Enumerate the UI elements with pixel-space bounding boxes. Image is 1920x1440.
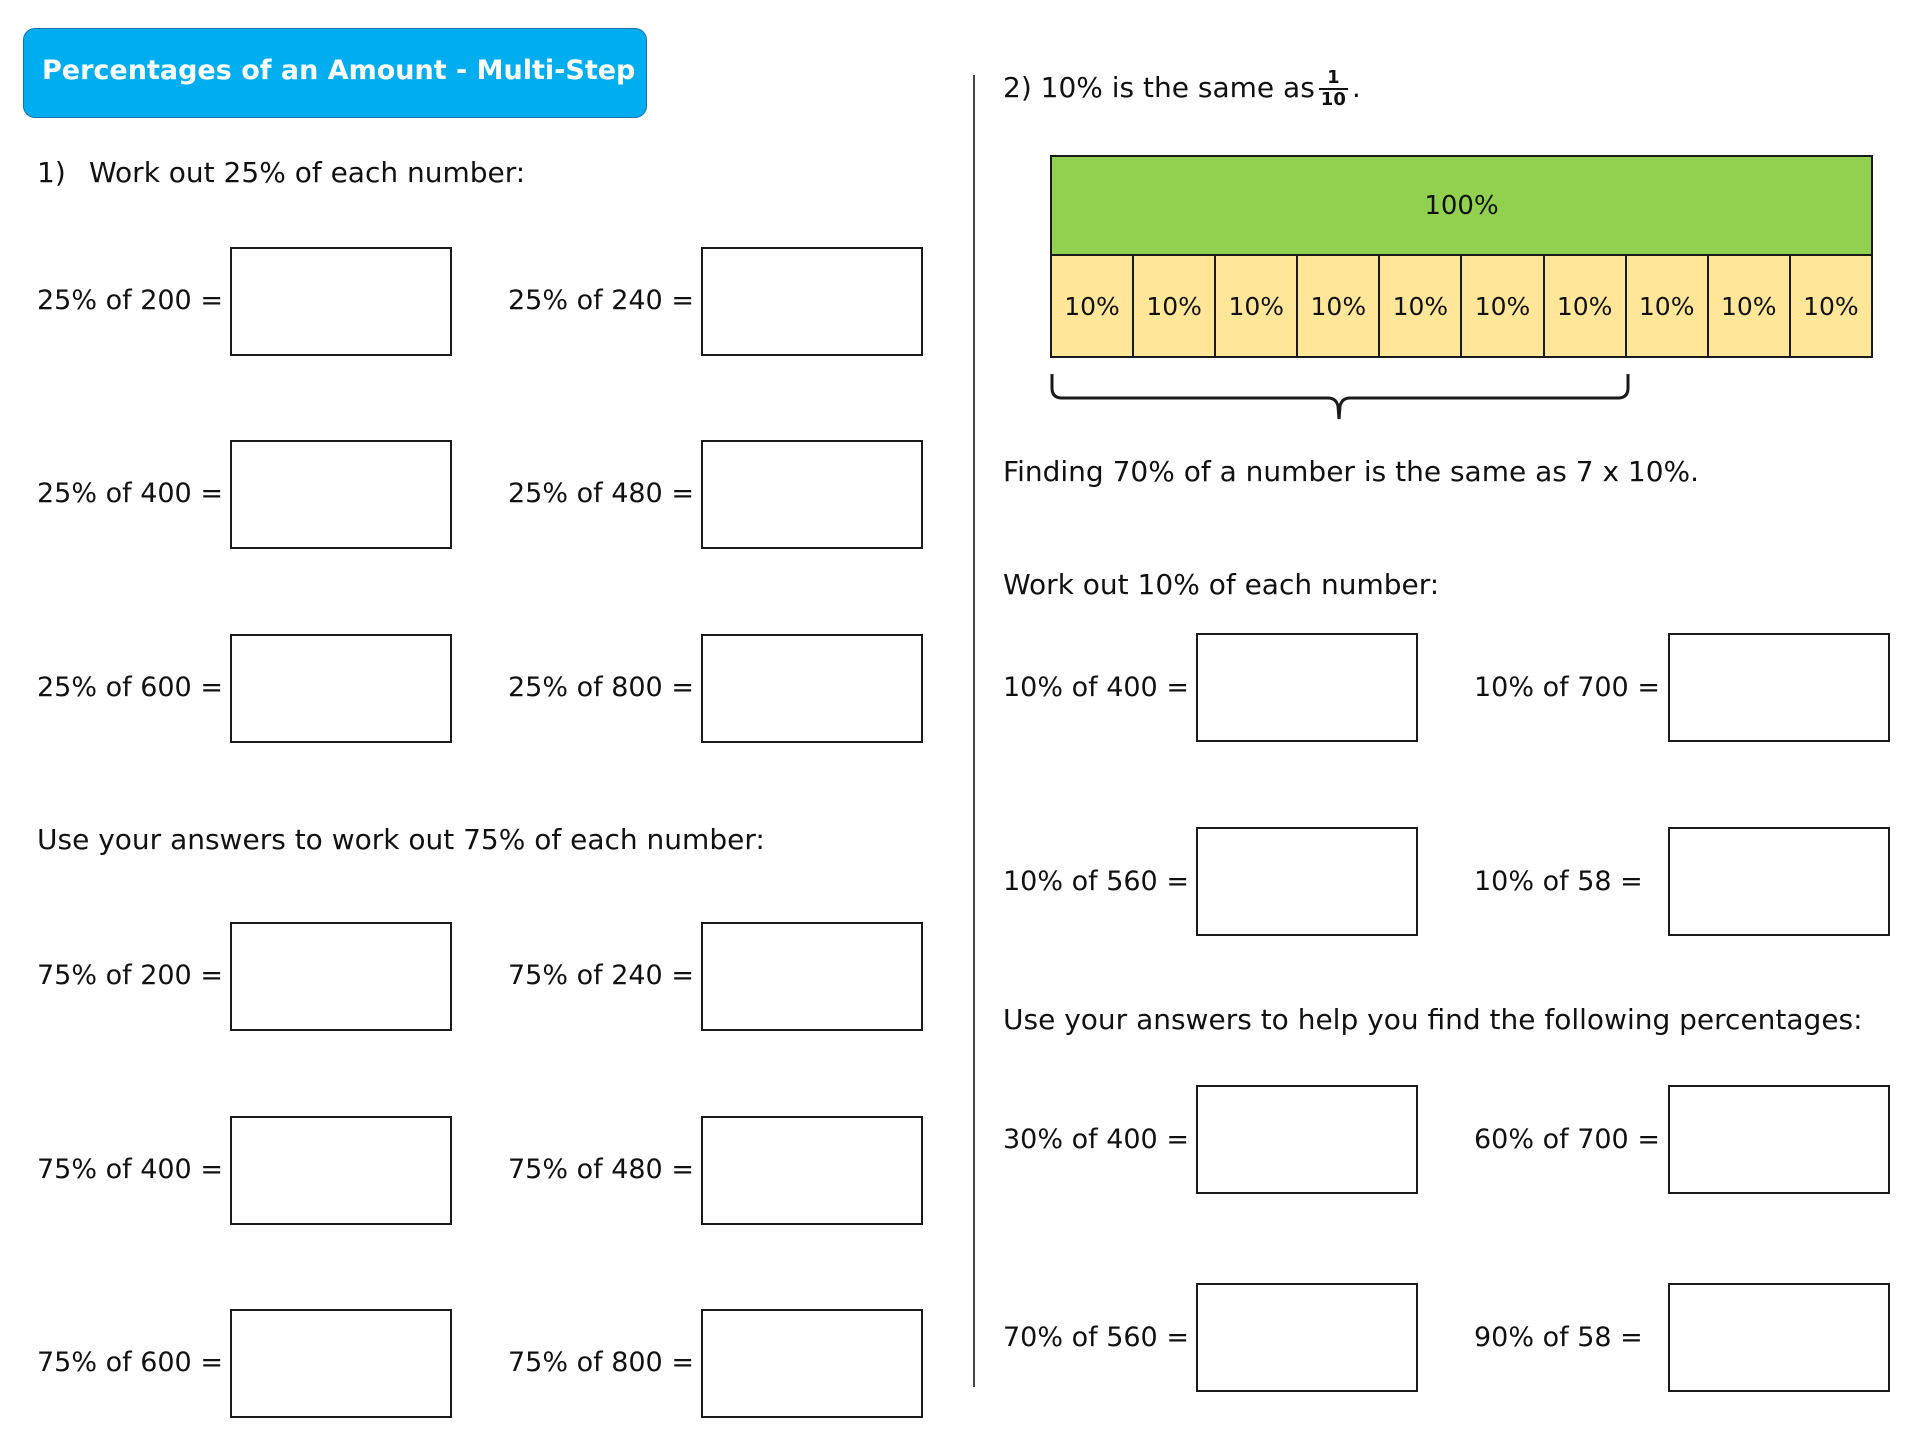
q1b-answer-box-1[interactable] xyxy=(230,922,452,1031)
q1-heading: Work out 25% of each number: xyxy=(89,156,526,189)
q2-subheading: Use your answers to help you find the following percentages: xyxy=(1003,1003,1863,1036)
q1a-label-1: 25% of 200 = xyxy=(37,285,223,316)
one-tenth-fraction xyxy=(1319,68,1348,110)
bar-part-7: 10% xyxy=(1545,256,1627,356)
q2-note: Finding 70% of a number is the same as 7 x 10%. xyxy=(1003,455,1700,488)
q1a-answer-box-4[interactable] xyxy=(701,440,923,549)
bar-part-1: 10% xyxy=(1052,256,1134,356)
q2-heading xyxy=(1003,68,1361,110)
q1a-label-3: 25% of 400 = xyxy=(37,478,223,509)
q1b-label-3: 75% of 400 = xyxy=(37,1154,223,1185)
q2a-answer-box-1[interactable] xyxy=(1196,633,1418,742)
q1a-label-2: 25% of 240 = xyxy=(508,285,694,316)
fraction-denominator: 10 xyxy=(1320,89,1346,110)
q2-heading-prefix: 2) 10% is the same as xyxy=(1003,71,1315,104)
q2-heading-suffix: . xyxy=(1351,71,1361,104)
q1b-label-2: 75% of 240 = xyxy=(508,960,694,991)
bar-part-10: 10% xyxy=(1803,291,1859,321)
q1b-label-5: 75% of 600 = xyxy=(37,1347,223,1378)
q1a-answer-box-2[interactable] xyxy=(701,247,923,356)
q2a-label-3: 10% of 560 = xyxy=(1003,866,1189,897)
bar-part-6: 10% xyxy=(1462,256,1544,356)
q1b-answer-box-6[interactable] xyxy=(701,1309,923,1418)
q2-heading-b: Work out 10% of each number: xyxy=(1003,568,1440,601)
q2b-answer-box-3[interactable] xyxy=(1196,1283,1418,1392)
q1a-answer-box-5[interactable] xyxy=(230,634,452,743)
fraction-numerator: 1 xyxy=(1319,68,1348,90)
q2a-label-2: 10% of 700 = xyxy=(1474,672,1660,703)
q2a-label-4: 10% of 58 = xyxy=(1474,866,1643,897)
bar-part-5: 10% xyxy=(1380,256,1462,356)
q1a-label-6: 25% of 800 = xyxy=(508,672,694,703)
bar-part-3: 10% xyxy=(1216,256,1298,356)
bar-part-8: 10% xyxy=(1627,256,1709,356)
q1-subheading: Use your answers to work out 75% of each number: xyxy=(37,823,765,856)
q1-number: 1) xyxy=(37,156,66,189)
bar-model-parts xyxy=(1050,254,1873,358)
q1b-answer-box-3[interactable] xyxy=(230,1116,452,1225)
q2b-answer-box-2[interactable] xyxy=(1668,1085,1890,1194)
q2b-answer-box-4[interactable] xyxy=(1668,1283,1890,1392)
q1b-answer-box-5[interactable] xyxy=(230,1309,452,1418)
q1b-answer-box-2[interactable] xyxy=(701,922,923,1031)
q2b-label-1: 30% of 400 = xyxy=(1003,1124,1189,1155)
q1a-answer-box-1[interactable] xyxy=(230,247,452,356)
q2a-label-1: 10% of 400 = xyxy=(1003,672,1189,703)
q2b-answer-box-1[interactable] xyxy=(1196,1085,1418,1194)
column-divider xyxy=(973,75,975,1387)
q2a-answer-box-4[interactable] xyxy=(1668,827,1890,936)
title-banner xyxy=(23,28,647,118)
q1b-label-4: 75% of 480 = xyxy=(508,1154,694,1185)
q1b-answer-box-4[interactable] xyxy=(701,1116,923,1225)
q2b-label-3: 70% of 560 = xyxy=(1003,1322,1189,1353)
q1a-answer-box-6[interactable] xyxy=(701,634,923,743)
q1b-label-1: 75% of 200 = xyxy=(37,960,223,991)
bar-part-4: 10% xyxy=(1298,256,1380,356)
page-title: Percentages of an Amount - Multi-Step xyxy=(42,55,636,86)
q2a-answer-box-2[interactable] xyxy=(1668,633,1890,742)
q2b-label-4: 90% of 58 = xyxy=(1474,1322,1643,1353)
bar-part-2: 10% xyxy=(1134,256,1216,356)
bar-part-9: 10% xyxy=(1709,256,1791,356)
bar-model-whole xyxy=(1050,155,1873,256)
bar-whole-label: 100% xyxy=(1424,190,1499,221)
q1a-label-4: 25% of 480 = xyxy=(508,478,694,509)
q2a-answer-box-3[interactable] xyxy=(1196,827,1418,936)
curly-brace-icon xyxy=(1048,372,1632,422)
q1b-label-6: 75% of 800 = xyxy=(508,1347,694,1378)
q2b-label-2: 60% of 700 = xyxy=(1474,1124,1660,1155)
q1a-answer-box-3[interactable] xyxy=(230,440,452,549)
q1a-label-5: 25% of 600 = xyxy=(37,672,223,703)
